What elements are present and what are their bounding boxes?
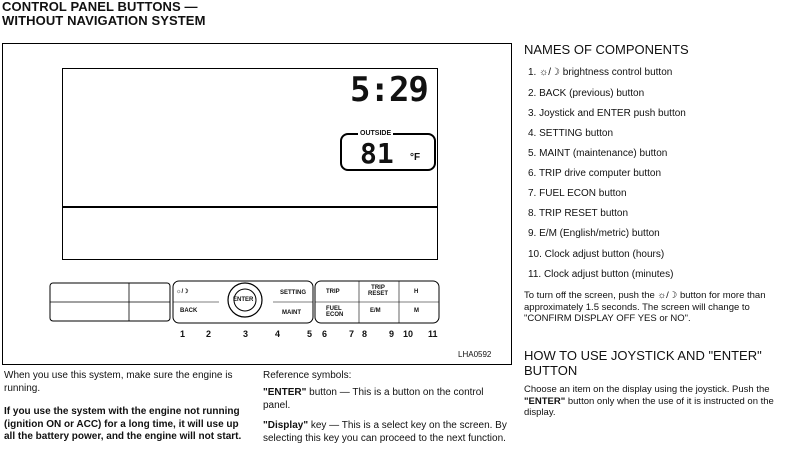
howto-enter-term: "ENTER" <box>524 395 566 407</box>
figure-code: LHA0592 <box>458 350 492 359</box>
header-line1: CONTROL PANEL BUTTONS — <box>2 0 198 14</box>
component-item: 3. Joystick and ENTER push button <box>528 108 686 119</box>
callout-10: 10 <box>403 329 414 339</box>
callout-6: 6 <box>322 329 328 339</box>
display-term: "Display" <box>263 420 309 431</box>
callout-7: 7 <box>349 329 355 339</box>
component-item: 2. BACK (previous) button <box>528 88 645 99</box>
display-definition: key — This is a select key on the screen. By selecting this key you can proceed to the next function. <box>263 420 507 444</box>
callout-2: 2 <box>206 329 212 339</box>
temp-unit: °F <box>410 152 421 163</box>
left-paragraph-2: If you use the system with the engine not running (ignition ON or ACC) for a long time, it will use up all the battery power, and the engine will not start. <box>4 406 242 442</box>
component-item: 7. FUEL ECON button <box>528 188 627 199</box>
back-button[interactable]: BACK <box>180 308 198 314</box>
setting-button[interactable]: SETTING <box>280 290 307 296</box>
component-item: 9. E/M (English/metric) button <box>528 228 660 239</box>
component-item: 1. ☼/☽ brightness control button <box>528 67 673 78</box>
enter-reference <box>263 387 508 412</box>
header-line2: WITHOUT NAVIGATION SYSTEM <box>2 13 206 28</box>
hour-button[interactable]: H <box>414 289 419 295</box>
reference-symbols-label: Reference symbols: <box>263 370 352 381</box>
howto-text <box>524 384 774 419</box>
outside-temp-value: 81 <box>360 137 394 170</box>
callout-4: 4 <box>275 329 281 339</box>
minute-button[interactable]: M <box>414 308 419 314</box>
component-item: 11. Clock adjust button (minutes) <box>528 269 674 280</box>
howto-title: HOW TO USE JOYSTICK AND "ENTER" BUTTON <box>524 348 762 378</box>
howto-text-a: Choose an item on the display using the joystick. Push the <box>524 384 770 395</box>
callout-9: 9 <box>389 329 395 339</box>
fuel-econ-button[interactable]: FUEL ECON <box>326 306 344 318</box>
enter-term: "ENTER" <box>263 387 307 398</box>
callout-11: 11 <box>428 329 438 339</box>
left-paragraph-1: When you use this system, make sure the engine is running. <box>4 370 233 394</box>
component-item: 6. TRIP drive computer button <box>528 168 662 179</box>
maint-button[interactable]: MAINT <box>282 310 301 316</box>
screen-off-note: To turn off the screen, push the ☼/☽ button for more than approximately 1.5 seconds. The screen will change to "CONFIRM DISPLAY OFF YES or NO". <box>524 290 766 324</box>
enter-definition: button — This is a button on the control panel. <box>263 387 484 411</box>
outside-label: OUTSIDE <box>360 130 392 137</box>
page-header <box>2 0 206 28</box>
brightness-button[interactable]: ☼/☽ <box>176 289 189 295</box>
callout-1: 1 <box>180 329 186 339</box>
screen-divider <box>62 206 438 208</box>
howto-text-b: button only when the use of it is instructed on the display. <box>524 395 774 418</box>
clock-readout: 5:29 <box>350 70 428 110</box>
trip-button[interactable]: TRIP <box>326 289 340 295</box>
component-item: 4. SETTING button <box>528 128 614 139</box>
trip-reset-button[interactable]: TRIP RESET <box>367 285 388 297</box>
callout-3: 3 <box>243 329 249 339</box>
component-item: 8. TRIP RESET button <box>528 208 629 219</box>
callout-5: 5 <box>307 329 313 339</box>
component-item: 5. MAINT (maintenance) button <box>528 148 668 159</box>
em-button[interactable]: E/M <box>370 308 381 314</box>
callout-8: 8 <box>362 329 368 339</box>
display-reference <box>263 420 508 445</box>
component-item: 10. Clock adjust button (hours) <box>528 249 665 260</box>
components-title: NAMES OF COMPONENTS <box>524 42 689 57</box>
enter-button[interactable]: ENTER <box>233 297 254 303</box>
